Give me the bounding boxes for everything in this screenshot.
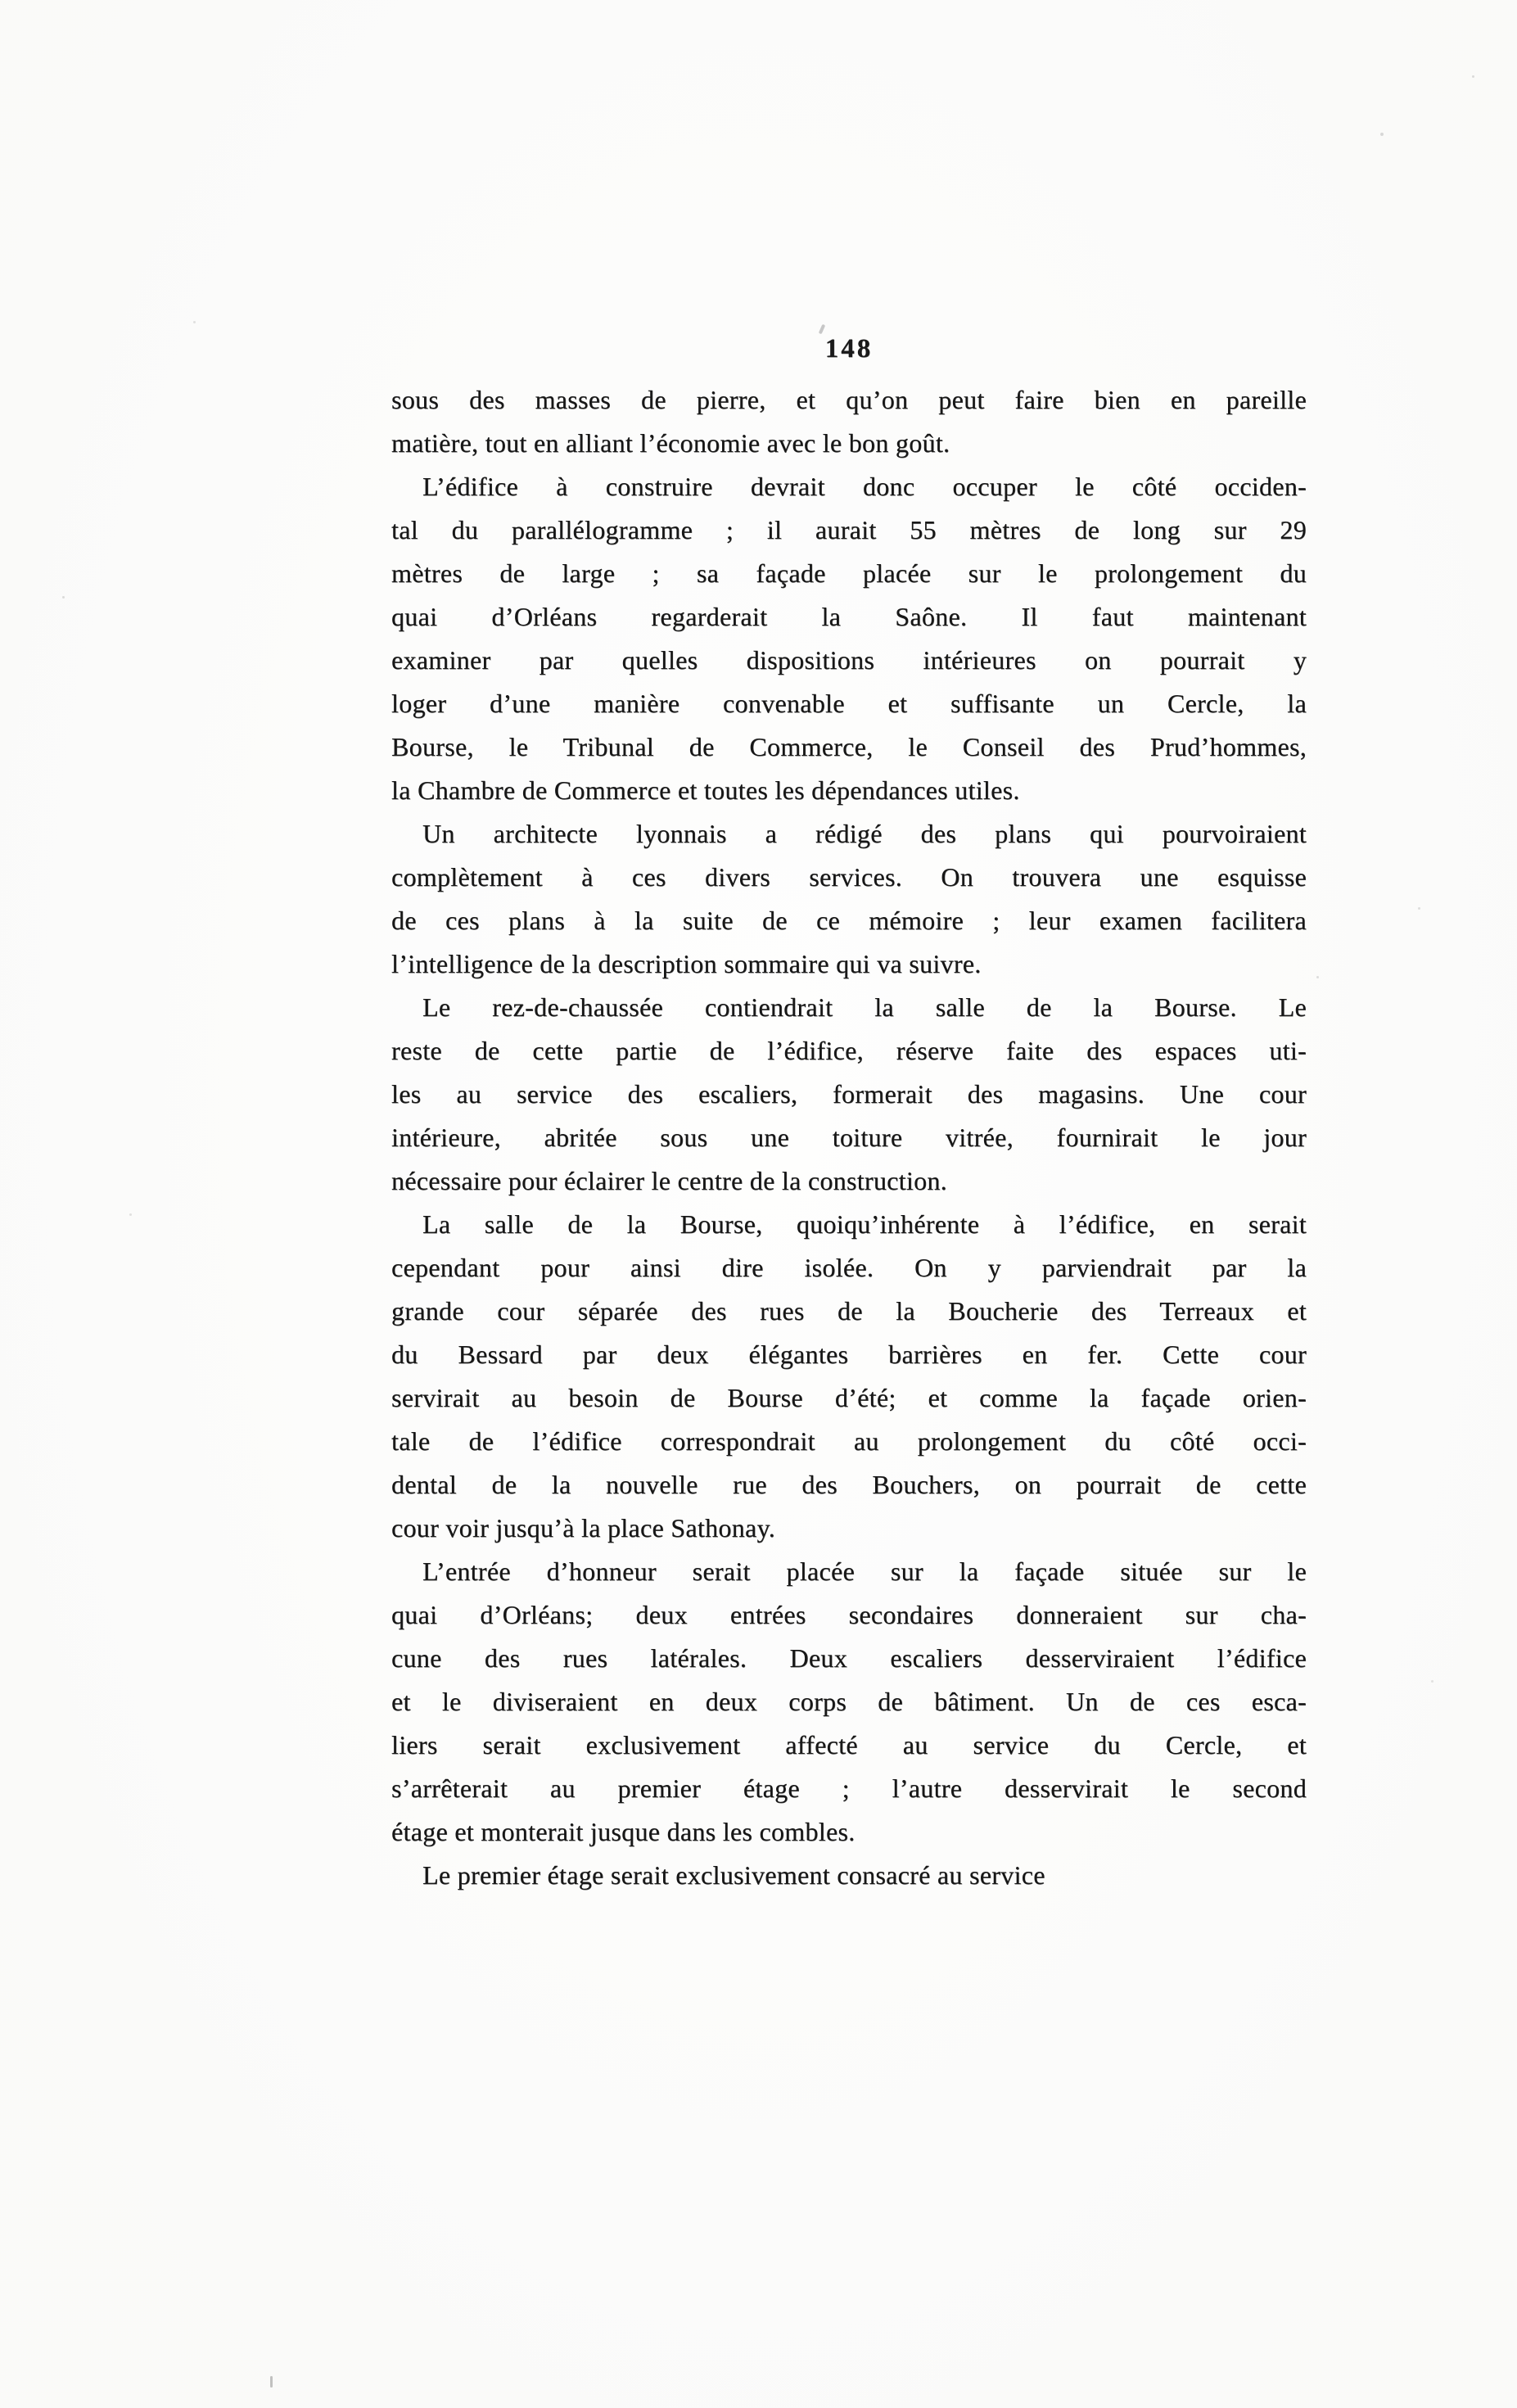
text-line: quai d’Orléans regarderait la Saône. Il faut maintenant [391,602,1307,631]
text-line: la Chambre de Commerce et toutes les dépendances utiles. [391,775,1020,805]
text-line: L’entrée d’honneur serait placée sur la façade située sur le [422,1556,1307,1586]
text-line: La salle de la Bourse, quoiqu’inhérente à l’édifice, en serait [422,1209,1307,1239]
text-line: quai d’Orléans; deux entrées secondaires donneraient sur cha- [391,1600,1307,1629]
text-block [391,378,1307,1897]
text-line: intérieure, abritée sous une toiture vitrée, fournirait le jour [391,1123,1307,1152]
text-line: Le rez-de-chaussée contiendrait la salle de la Bourse. Le [422,992,1307,1022]
text-line: complètement à ces divers services. On trouvera une esquisse [391,862,1307,892]
text-line: et le diviseraient en deux corps de bâtiment. Un de ces esca- [391,1687,1307,1716]
scan-speck [270,2376,273,2388]
text-line: les au service des escaliers, formerait des magasins. Une cour [391,1079,1307,1109]
text-line: loger d’une manière convenable et suffisante un Cercle, la [391,689,1307,718]
paragraph [391,986,1307,1203]
text-line: cour voir jusqu’à la place Sathonay. [391,1513,776,1543]
scan-speck [1316,976,1319,978]
text-line: matière, tout en alliant l’économie avec le bon goût. [391,428,950,458]
page-number: 148 [824,334,874,364]
text-line: Un architecte lyonnais a rédigé des plans qui pourvoiraient [422,819,1307,848]
text-line: Le premier étage serait exclusivement consacré au service [422,1860,1045,1890]
text-line: étage et monterait jusque dans les combles. [391,1817,856,1846]
text-line: reste de cette partie de l’édifice, réserve faite des espaces uti- [391,1036,1307,1065]
text-line: mètres de large ; sa façade placée sur le prolongement du [391,558,1307,588]
text-line: nécessaire pour éclairer le centre de la construction. [391,1166,947,1195]
text-line: du Bessard par deux élégantes barrières en fer. Cette cour [391,1340,1307,1369]
text-line: liers serait exclusivement affecté au service du Cercle, et [391,1730,1307,1760]
text-line: dental de la nouvelle rue des Bouchers, on pourrait de cette [391,1470,1307,1499]
text-line: Bourse, le Tribunal de Commerce, le Conseil des Prud’hommes, [391,732,1307,761]
paragraph [391,378,1307,465]
text-line: l’intelligence de la description sommaire qui va suivre. [391,949,982,978]
text-line: examiner par quelles dispositions intérieures on pourrait y [391,645,1307,675]
text-line: grande cour séparée des rues de la Boucherie des Terreaux et [391,1296,1307,1326]
text-line: tal du parallélogramme ; il aurait 55 mètres de long sur 29 [391,515,1307,544]
paragraph [391,812,1307,986]
scan-speck [129,1213,132,1216]
text-line: cependant pour ainsi dire isolée. On y parviendrait par la [391,1253,1307,1282]
paragraph [391,1854,1307,1897]
scan-speck [1431,1680,1433,1683]
text-line: de ces plans à la suite de ce mémoire ; leur examen facilitera [391,906,1307,935]
text-line: cune des rues latérales. Deux escaliers desserviraient l’édifice [391,1643,1307,1673]
text-line: sous des masses de pierre, et qu’on peut faire bien en pareille [391,385,1307,414]
paragraph [391,465,1307,812]
text-line: servirait au besoin de Bourse d’été; et comme la façade orien- [391,1383,1307,1412]
scan-speck [1472,75,1474,78]
scan-speck [1418,907,1420,910]
paragraph [391,1203,1307,1550]
text-line: L’édifice à construire devrait donc occuper le côté occiden- [422,472,1307,501]
scan-speck [62,596,65,599]
text-line: tale de l’édifice correspondrait au prolongement du côté occi- [391,1426,1307,1456]
scan-speck [193,321,196,323]
text-line: s’arrêterait au premier étage ; l’autre desservirait le second [391,1773,1307,1803]
scan-speck [1380,133,1384,136]
paragraph [391,1550,1307,1854]
